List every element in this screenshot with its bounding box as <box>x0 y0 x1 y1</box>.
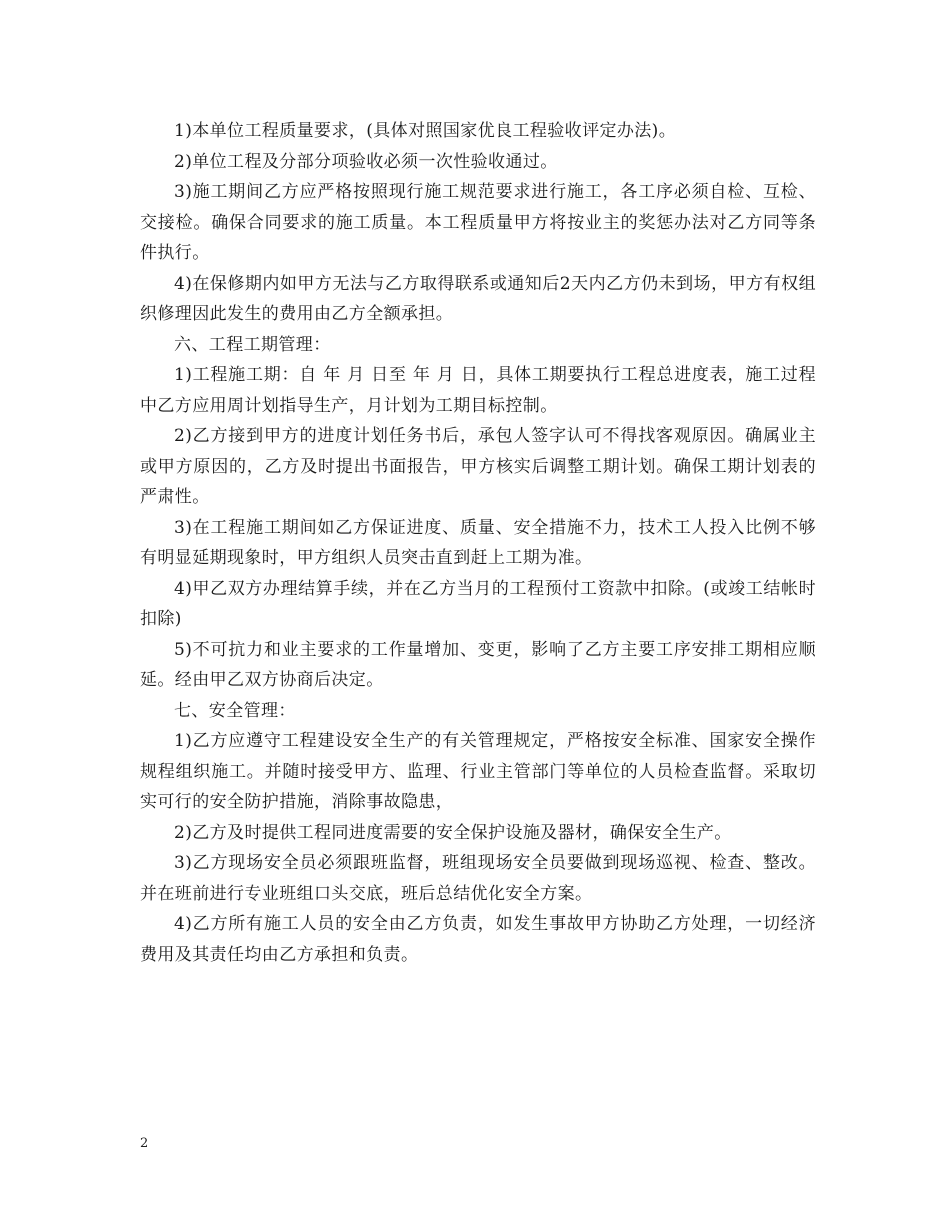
clause-schedule-1: 1)工程施工期：自 年 月 日至 年 月 日，具体工期要执行工程总进度表，施工过程中乙方应用周计划指导生产，月计划为工期目标控制。 <box>140 365 816 416</box>
clause-safety-2: 2)乙方及时提供工程同进度需要的安全保护设施及器材，确保安全生产。 <box>174 822 732 843</box>
clause-quality-3: 3)施工期间乙方应严格按照现行施工规范要求进行施工，各工序必须自检、互检、交接检。确保合同要求的施工质量。本工程质量甲方将按业主的奖惩办法对乙方同等条件执行。 <box>140 182 816 263</box>
clause-quality-2: 2)单位工程及分部分项验收必须一次性验收通过。 <box>174 151 558 172</box>
document-body <box>140 116 816 970</box>
clause-safety-1: 1)乙方应遵守工程建设安全生产的有关管理规定，严格按安全标准、国家安全操作规程组织施工。并随时接受甲方、监理、行业主管部门等单位的人员检查监督。采取切实可行的安全防护措施，消除事故隐患， <box>140 731 816 812</box>
clause-quality-1: 1)本单位工程质量要求，(具体对照国家优良工程验收评定办法)。 <box>174 121 677 141</box>
clause-safety-3: 3)乙方现场安全员必须跟班监督，班组现场安全员要做到现场巡视、检查、整改。并在班前进行专业班组口头交底，班后总结优化安全方案。 <box>140 853 816 904</box>
clause-schedule-3: 3)在工程施工期间如乙方保证进度、质量、安全措施不力，技术工人投入比例不够有明显延期现象时，甲方组织人员突击直到赶上工期为准。 <box>140 517 816 568</box>
section-heading-safety: 七、安全管理： <box>174 700 296 721</box>
clause-schedule-2: 2)乙方接到甲方的进度计划任务书后，承包人签字认可不得找客观原因。确属业主或甲方原因的，乙方及时提出书面报告，甲方核实后调整工期计划。确保工期计划表的严肃性。 <box>140 426 816 507</box>
clause-schedule-4: 4)甲乙双方办理结算手续，并在乙方当月的工程预付工资款中扣除。(或竣工结帐时扣除) <box>140 578 816 629</box>
section-heading-schedule: 六、工程工期管理： <box>174 334 331 355</box>
clause-quality-4: 4)在保修期内如甲方无法与乙方取得联系或通知后2天内乙方仍未到场，甲方有权组织修理因此发生的费用由乙方全额承担。 <box>140 273 816 324</box>
clause-schedule-5: 5)不可抗力和业主要求的工作量增加、变更，影响了乙方主要工序安排工期相应顺延。经由甲乙双方协商后决定。 <box>140 639 816 690</box>
clause-safety-4: 4)乙方所有施工人员的安全由乙方负责，如发生事故甲方协助乙方处理，一切经济费用及其责任均由乙方承担和负责。 <box>140 914 816 965</box>
page-number: 2 <box>140 1136 149 1151</box>
